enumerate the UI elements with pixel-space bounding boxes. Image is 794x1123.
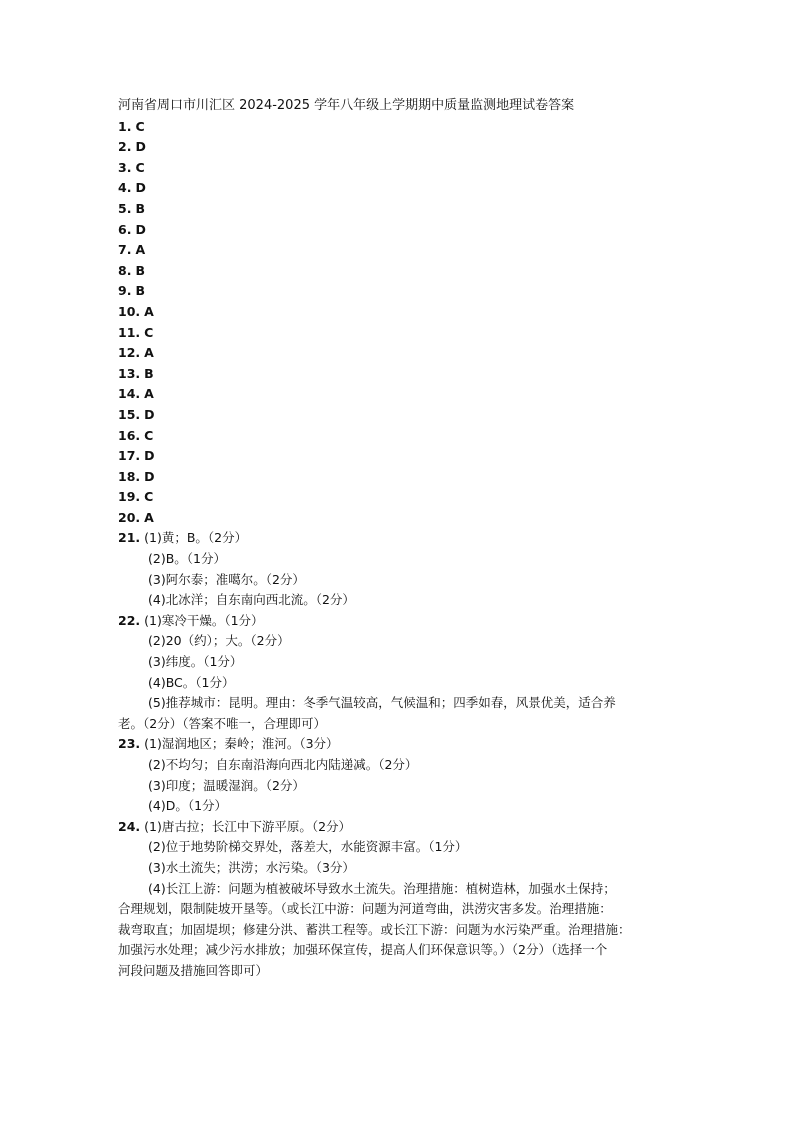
- answer-choice: C: [135, 159, 145, 175]
- answer-part: 加强污水处理；减少污水排放；加强环保宣传，提高人们环保意识等。）（2分）（选择一个: [118, 942, 608, 958]
- answer-row: [118, 467, 684, 488]
- answer-choice: A: [144, 509, 154, 525]
- question-number: 15.: [118, 406, 141, 422]
- answer-choice: A: [135, 242, 146, 258]
- answer-part: (4)北冰洋；自东南向西北流。（2分）: [148, 592, 355, 608]
- answer-row: [118, 240, 684, 261]
- question-number: 16.: [118, 427, 141, 443]
- answer-part: (2)不均匀；自东南沿海向西北内陆递减。（2分）: [148, 757, 418, 772]
- answer-choice: C: [135, 118, 145, 134]
- question-number: 7.: [118, 242, 132, 258]
- answer-choice: D: [144, 406, 155, 422]
- answer-choice: A: [144, 386, 154, 402]
- document-title: 河南省周口市川汇区 2024-2025 学年八年级上学期期中质量监测地理试卷答案: [118, 98, 575, 113]
- answer-row: [118, 343, 684, 364]
- question-number: 8.: [118, 262, 132, 278]
- answer-row: [118, 137, 684, 158]
- question-number: 1.: [118, 118, 132, 134]
- answer-row: [118, 405, 684, 426]
- answer-part: (3)纬度。（1分）: [148, 654, 243, 670]
- answer-choice: B: [135, 283, 145, 299]
- answer-choice: D: [135, 139, 146, 155]
- answer-row: [118, 508, 684, 529]
- answer-row: [118, 261, 684, 282]
- answer-part: (1)唐古拉；长江中下游平原。（2分）: [144, 818, 352, 834]
- answer-row: [118, 487, 684, 508]
- answer-part: (4)长江上游：问题为植被破坏导致水土流失。治理措施：植树造林，加强水土保持；: [148, 880, 616, 896]
- question-number: 4.: [118, 180, 132, 196]
- answer-part: (3)水土流失；洪涝；水污染。（3分）: [148, 859, 355, 875]
- answer-row: [118, 302, 684, 323]
- question-number: 23.: [118, 736, 141, 752]
- answer-row: [118, 199, 684, 220]
- answer-part: (1)湿润地区；秦岭；淮河。（3分）: [144, 736, 339, 752]
- answer-choice: A: [144, 345, 154, 361]
- answer-row: [118, 178, 684, 199]
- answer-row: [118, 426, 684, 447]
- answer-row: [118, 364, 684, 385]
- answer-part: (4)D。（1分）: [148, 798, 228, 814]
- answer-part: 裁弯取直；加固堤坝；修建分洪、蓄洪工程等。或长江下游：问题为水污染严重。治理措施：: [118, 921, 631, 937]
- question-number: 22.: [118, 612, 141, 628]
- question-24: [118, 817, 684, 982]
- question-number: 9.: [118, 283, 132, 299]
- question-number: 2.: [118, 139, 132, 155]
- answer-row: [118, 384, 684, 405]
- answer-row: [118, 323, 684, 344]
- question-number: 19.: [118, 489, 141, 505]
- answer-choice: D: [135, 180, 146, 196]
- answer-part: (2)20（约）；大。（2分）: [148, 633, 290, 649]
- question-21: [118, 528, 684, 610]
- answer-part: (3)阿尔泰；准噶尔。（2分）: [148, 571, 305, 587]
- answer-choice: C: [144, 324, 154, 340]
- answer-row: [118, 117, 684, 138]
- question-23: [118, 734, 684, 816]
- question-number: 10.: [118, 303, 141, 319]
- answer-part: (5)推荐城市：昆明。理由：冬季气温较高，气候温和；四季如春，风景优美，适合养: [148, 695, 616, 711]
- answer-row: [118, 446, 684, 467]
- answer-part: 老。（2分）（答案不唯一，合理即可）: [118, 715, 326, 731]
- answer-choice: D: [144, 448, 155, 464]
- answer-choice: D: [135, 221, 146, 237]
- question-number: 6.: [118, 221, 132, 237]
- question-number: 13.: [118, 365, 141, 381]
- answer-part: (2)B。（1分）: [148, 551, 226, 567]
- answer-choice: B: [144, 365, 154, 381]
- answer-choice: C: [144, 427, 154, 443]
- answer-row: [118, 220, 684, 241]
- question-22: [118, 611, 684, 735]
- question-number: 5.: [118, 200, 132, 216]
- answer-part: 合理规划，限制陡坡开垦等。（或长江中游：问题为河道弯曲，洪涝灾害多发。治理措施：: [118, 901, 612, 917]
- answer-part: 河段问题及措施回答即可）: [118, 962, 269, 978]
- answer-choice: C: [144, 489, 154, 505]
- answer-choice: B: [135, 200, 145, 216]
- answer-document: [118, 96, 684, 982]
- question-number: 21.: [118, 530, 141, 546]
- answer-part: (2)位于地势阶梯交界处，落差大，水能资源丰富。（1分）: [148, 839, 468, 855]
- question-number: 20.: [118, 509, 141, 525]
- question-number: 14.: [118, 386, 141, 402]
- answer-choice: D: [144, 468, 155, 484]
- answer-list: [118, 117, 684, 529]
- answer-part: (3)印度；温暖湿润。（2分）: [148, 777, 305, 793]
- question-number: 18.: [118, 468, 141, 484]
- answer-choice: A: [144, 303, 154, 319]
- question-number: 12.: [118, 345, 141, 361]
- question-number: 24.: [118, 818, 141, 834]
- answer-row: [118, 281, 684, 302]
- answer-part: (1)寒冷干燥。（1分）: [144, 612, 264, 628]
- answer-part: (1)黄；B。（2分）: [144, 530, 248, 546]
- answer-part: (4)BC。（1分）: [148, 674, 235, 690]
- answer-row: [118, 158, 684, 179]
- question-number: 3.: [118, 159, 132, 175]
- question-number: 17.: [118, 448, 141, 464]
- question-number: 11.: [118, 324, 141, 340]
- answer-choice: B: [135, 262, 145, 278]
